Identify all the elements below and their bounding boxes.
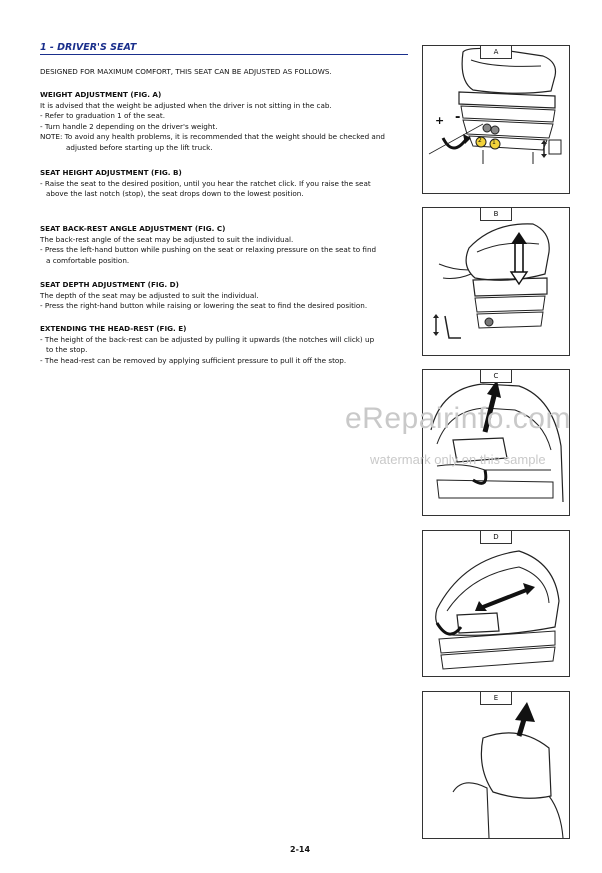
height-line-1: - Raise the seat to the desired position, until you hear the ratchet click. If you raise the seat bbox=[40, 178, 371, 188]
figure-a-label: A bbox=[480, 46, 512, 59]
watermark-brand: eRepairinfo.com bbox=[345, 402, 571, 435]
headrest-line-3: - The head-rest can be removed by applying sufficient pressure to pull it off the stop. bbox=[40, 355, 347, 365]
figure-d bbox=[422, 530, 570, 677]
section-title: 1 - DRIVER'S SEAT bbox=[40, 42, 137, 53]
callout-2: 2 bbox=[478, 137, 482, 144]
figure-e-label: E bbox=[480, 692, 512, 705]
backrest-section bbox=[40, 224, 376, 266]
figure-b bbox=[422, 207, 570, 356]
callout-1: 1 bbox=[492, 139, 496, 146]
depth-heading: SEAT DEPTH ADJUSTMENT (FIG. D) bbox=[40, 280, 179, 289]
headrest-line-2: to the stop. bbox=[46, 345, 88, 355]
backrest-line-3: a comfortable position. bbox=[46, 255, 130, 265]
figure-c-label: C bbox=[480, 370, 512, 383]
weight-line-3: - Turn handle 2 depending on the driver's weight. bbox=[40, 121, 218, 131]
backrest-line-2: - Press the left-hand button while pushing on the seat or relaxing pressure on the seat to find bbox=[40, 245, 377, 255]
headrest-illustration bbox=[423, 692, 569, 838]
seat-height-illustration bbox=[423, 208, 569, 355]
weight-line-1: It is advised that the weight be adjusted when the driver is not sitting in the cab. bbox=[40, 100, 332, 110]
headrest-heading: EXTENDING THE HEAD-REST (FIG. E) bbox=[40, 324, 187, 333]
height-line-2: above the last notch (stop), the seat drops down to the lowest position. bbox=[46, 189, 304, 199]
height-heading: SEAT HEIGHT ADJUSTMENT (FIG. B) bbox=[40, 168, 182, 177]
weight-line-2: - Refer to graduation 1 of the seat. bbox=[40, 111, 165, 121]
seat-depth-illustration bbox=[423, 531, 569, 676]
plus-sign: + bbox=[435, 114, 445, 127]
backrest-angle-illustration bbox=[423, 370, 569, 515]
minus-sign: - bbox=[455, 110, 461, 125]
weight-line-4: NOTE: To avoid any health problems, it is recommended that the weight should be checked and bbox=[40, 132, 385, 142]
figure-a bbox=[422, 45, 570, 194]
backrest-line-1: The back-rest angle of the seat may be adjusted to suit the individual. bbox=[40, 234, 294, 244]
weight-section bbox=[40, 90, 385, 154]
title-rule bbox=[40, 54, 408, 55]
backrest-heading: SEAT BACK-REST ANGLE ADJUSTMENT (FIG. C) bbox=[40, 224, 226, 233]
figure-c bbox=[422, 369, 570, 516]
watermark-note: watermark only on this sample bbox=[370, 452, 546, 467]
height-section bbox=[40, 168, 371, 200]
weight-heading: WEIGHT ADJUSTMENT (FIG. A) bbox=[40, 90, 162, 99]
depth-line-2: - Press the right-hand button while raising or lowering the seat to find the desired position. bbox=[40, 301, 368, 311]
figure-d-label: D bbox=[480, 531, 512, 544]
page-number: 2-14 bbox=[290, 845, 311, 854]
headrest-section bbox=[40, 324, 374, 366]
seat-weight-illustration bbox=[423, 46, 569, 193]
figure-b-label: B bbox=[480, 208, 512, 221]
intro-text: DESIGNED FOR MAXIMUM COMFORT, THIS SEAT CAN BE ADJUSTED AS FOLLOWS. bbox=[40, 67, 332, 76]
headrest-line-1: - The height of the back-rest can be adjusted by pulling it upwards (the notches will click) up bbox=[40, 334, 375, 344]
weight-line-5: adjusted before starting up the lift truck. bbox=[66, 142, 213, 152]
figure-e bbox=[422, 691, 570, 839]
depth-section bbox=[40, 280, 367, 312]
depth-line-1: The depth of the seat may be adjusted to suit the individual. bbox=[40, 290, 259, 300]
